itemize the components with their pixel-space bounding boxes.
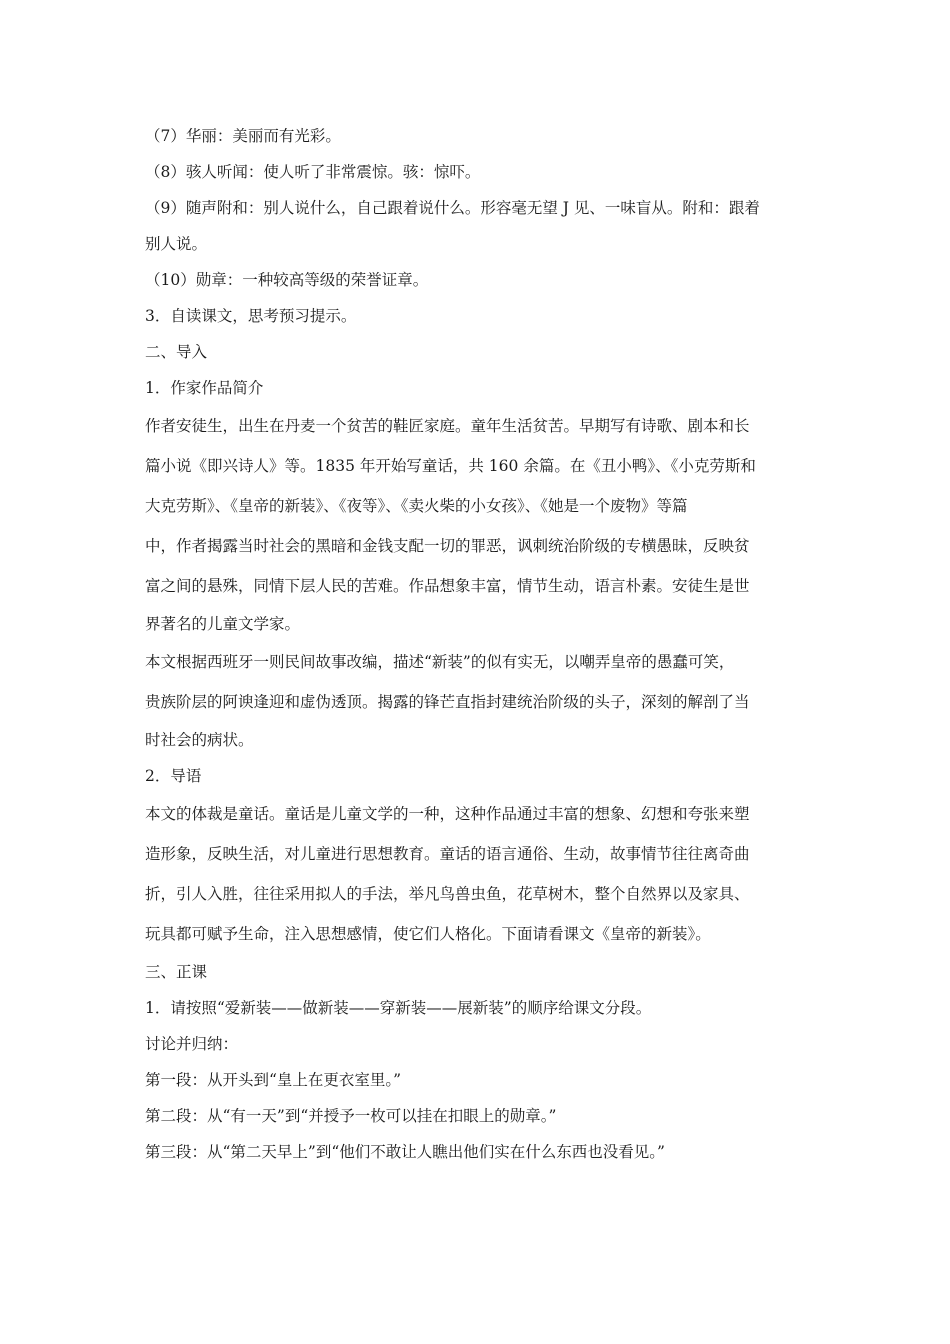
text-line: 贵族阶层的阿谀逢迎和虚伪透顶。揭露的锋芒直指封建统治阶级的头子，深刻的解剖了当 [145,693,750,711]
text-line: 1．请按照“爱新装——做新装——穿新装——展新装”的顺序给课文分段。 [145,999,652,1017]
document-body [145,118,810,1170]
text-line: 1．作家作品简介 [145,379,264,397]
text-line: 作者安徒生，出生在丹麦一个贫苦的鞋匠家庭。童年生活贫苦。早期写有诗歌、剧本和长 [145,417,750,435]
text-line: 界著名的儿童文学家。 [145,615,301,633]
text-line: （7）华丽：美丽而有光彩。 [145,127,341,145]
text-line: 时社会的病状。 [145,731,254,749]
text-line: 三、正课 [145,963,208,981]
text-line: 折，引人入胜，往往采用拟人的手法，举凡鸟兽虫鱼，花草树木，整个自然界以及家具、 [145,885,750,903]
text-line: （10）勋章：一种较高等级的荣誉证章。 [145,271,429,289]
text-line: 3．自读课文，思考预习提示。 [145,307,357,325]
text-line: 中，作者揭露当时社会的黑暗和金钱支配一切的罪恶，讽刺统治阶级的专横愚昧，反映贫 [145,537,750,555]
text-line: （9）随声附和：别人说什么，自己跟着说什么。形容毫无望 J 见、一味盲从。附和：跟着 [145,199,760,217]
text-line: 2．导语 [145,767,202,785]
text-line: 第一段：从开头到“皇上在更衣室里。” [145,1071,402,1089]
text-line: 本文根据西班牙一则民间故事改编，描述“新装”的似有实无，以嘲弄皇帝的愚蠢可笑， [145,653,735,671]
text-line: 第三段：从“第二天早上”到“他们不敢让人瞧出他们实在什么东西也没看见。” [145,1143,665,1161]
text-line: 篇小说《即兴诗人》等。1835 年开始写童话，共 160 余篇。在《丑小鸭》、《小克劳斯和 [145,457,756,475]
text-line: 本文的体裁是童话。童话是儿童文学的一种，这种作品通过丰富的想象、幻想和夸张来塑 [145,805,750,823]
text-line: 别人说。 [145,235,208,253]
text-line: 二、导入 [145,343,208,361]
text-line: 讨论并归纳： [145,1035,239,1053]
text-line: 玩具都可赋予生命，注入思想感情，使它们人格化。下面请看课文《皇帝的新装》。 [145,925,711,943]
text-line: 大克劳斯》、《皇帝的新装》、《夜等》、《卖火柴的小女孩》、《她是一个废物》等篇 [145,497,688,515]
text-line: 富之间的悬殊，同情下层人民的苦难。作品想象丰富，情节生动，语言朴素。安徒生是世 [145,577,750,595]
text-line: （8）骇人听闻：使人听了非常震惊。骇：惊吓。 [145,163,481,181]
text-line: 第二段：从“有一天”到“并授予一枚可以挂在扣眼上的勋章。” [145,1107,557,1125]
text-line: 造形象，反映生活，对儿童进行思想教育。童话的语言通俗、生动，故事情节往往离奇曲 [145,845,750,863]
